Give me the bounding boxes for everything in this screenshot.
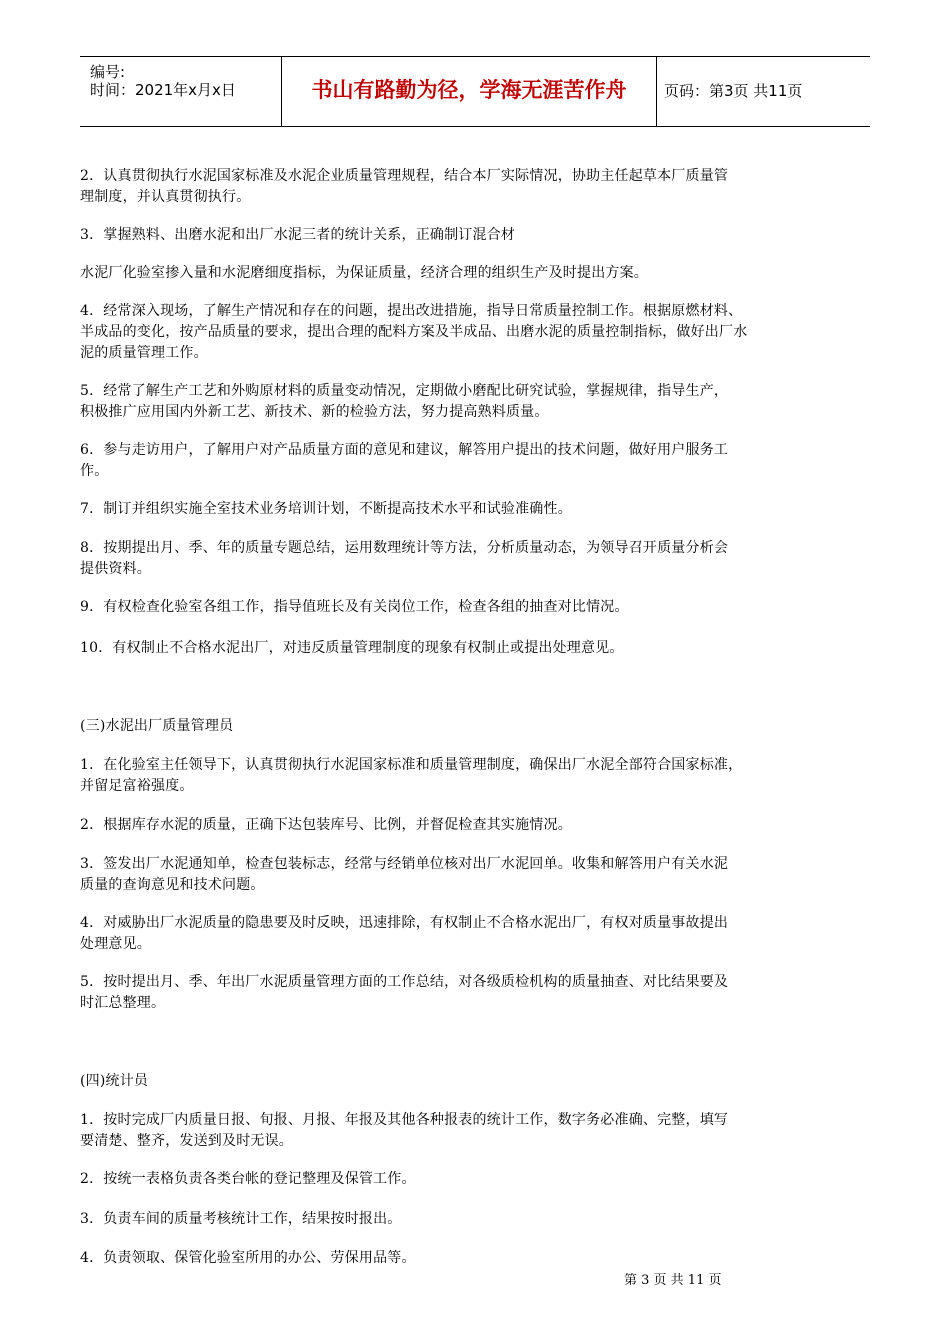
header-page-cell [656, 57, 870, 126]
body-line: 1．按时完成厂内质量日报、旬报、月报、年报及其他各种报表的统计工作，数字务必准确、完整，填写 [80, 1112, 729, 1128]
section-heading: (三)水泥出厂质量管理员 [80, 718, 234, 734]
body-line: 提供资料。 [80, 561, 151, 577]
body-line: 3．签发出厂水泥通知单，检查包装标志，经常与经销单位核对出厂水泥回单。收集和解答用户有关水泥 [80, 856, 729, 872]
body-line: 4．经常深入现场，了解生产情况和存在的问题，提出改进措施，指导日常质量控制工作。根据原燃材料、 [80, 303, 743, 319]
body-line: 作。 [80, 463, 109, 479]
body-line: 并留足富裕强度。 [80, 778, 194, 794]
body-line: 质量的查询意见和技术问题。 [80, 877, 265, 893]
body-line: 1．在化验室主任领导下，认真贯彻执行水泥国家标准和质量管理制度，确保出厂水泥全部符合国家标准， [80, 757, 743, 773]
body-line: 2．根据库存水泥的质量，正确下达包装库号、比例，并督促检查其实施情况。 [80, 817, 572, 833]
body-line: 3．负责车间的质量考核统计工作，结果按时报出。 [80, 1211, 402, 1227]
section-heading: (四)统计员 [80, 1073, 149, 1089]
document-time-label: 时间：2021年x月x日 [90, 81, 236, 99]
body-line: 7．制订并组织实施全室技术业务培训计划，不断提高技术水平和试验准确性。 [80, 501, 572, 517]
body-line: 5．经常了解生产工艺和外购原材料的质量变动情况，定期做小磨配比研究试验，掌握规律，指导生产， [80, 383, 729, 399]
body-line: 9．有权检查化验室各组工作，指导值班长及有关岗位工作，检查各组的抽查对比情况。 [80, 599, 629, 615]
body-line: 2．按统一表格负责各类台帐的登记整理及保管工作。 [80, 1171, 416, 1187]
page-header [80, 56, 870, 127]
page-footer: 第 3 页 共 11 页 [624, 1273, 722, 1288]
body-line: 时汇总整理。 [80, 995, 166, 1011]
header-page-code: 页码：第3页 共11页 [664, 82, 803, 100]
body-line: 10．有权制止不合格水泥出厂，对违反质量管理制度的现象有权制止或提出处理意见。 [80, 640, 624, 656]
header-motto: 书山有路勤为径，学海无涯苦作舟 [311, 78, 627, 102]
header-motto-cell [281, 57, 657, 126]
body-line: 4．对威胁出厂水泥质量的隐患要及时反映，迅速排除，有权制止不合格水泥出厂，有权对质量事故提出 [80, 915, 729, 931]
body-line: 泥的质量管理工作。 [80, 345, 208, 361]
body-line: 半成品的变化，按产品质量的要求，提出合理的配料方案及半成品、出磨水泥的质量控制指标，做好出厂水 [80, 324, 748, 340]
body-line: 3．掌握熟料、出磨水泥和出厂水泥三者的统计关系，正确制订混合材 [80, 227, 516, 243]
body-line: 5．按时提出月、季、年出厂水泥质量管理方面的工作总结，对各级质检机构的质量抽查、对比结果要及 [80, 974, 729, 990]
body-line: 积极推广应用国内外新工艺、新技术、新的检验方法，努力提高熟料质量。 [80, 404, 549, 420]
body-line: 6．参与走访用户，了解用户对产品质量方面的意见和建议，解答用户提出的技术问题，做好用户服务工 [80, 442, 729, 458]
body-line: 2．认真贯彻执行水泥国家标准及水泥企业质量管理规程，结合本厂实际情况，协助主任起草本厂质量管 [80, 168, 729, 184]
header-meta-cell [80, 57, 281, 126]
body-line: 4．负责领取、保管化验室所用的办公、劳保用品等。 [80, 1250, 416, 1266]
body-line: 处理意见。 [80, 936, 151, 952]
document-number-label: 编号: [90, 63, 126, 81]
body-line: 水泥厂化验室掺入量和水泥磨细度指标，为保证质量，经济合理的组织生产及时提出方案。 [80, 265, 648, 281]
body-line: 理制度，并认真贯彻执行。 [80, 189, 251, 205]
body-line: 要清楚、整齐，发送到及时无误。 [80, 1133, 293, 1149]
body-line: 8．按期提出月、季、年的质量专题总结，运用数理统计等方法，分析质量动态，为领导召开质量分析会 [80, 540, 729, 556]
